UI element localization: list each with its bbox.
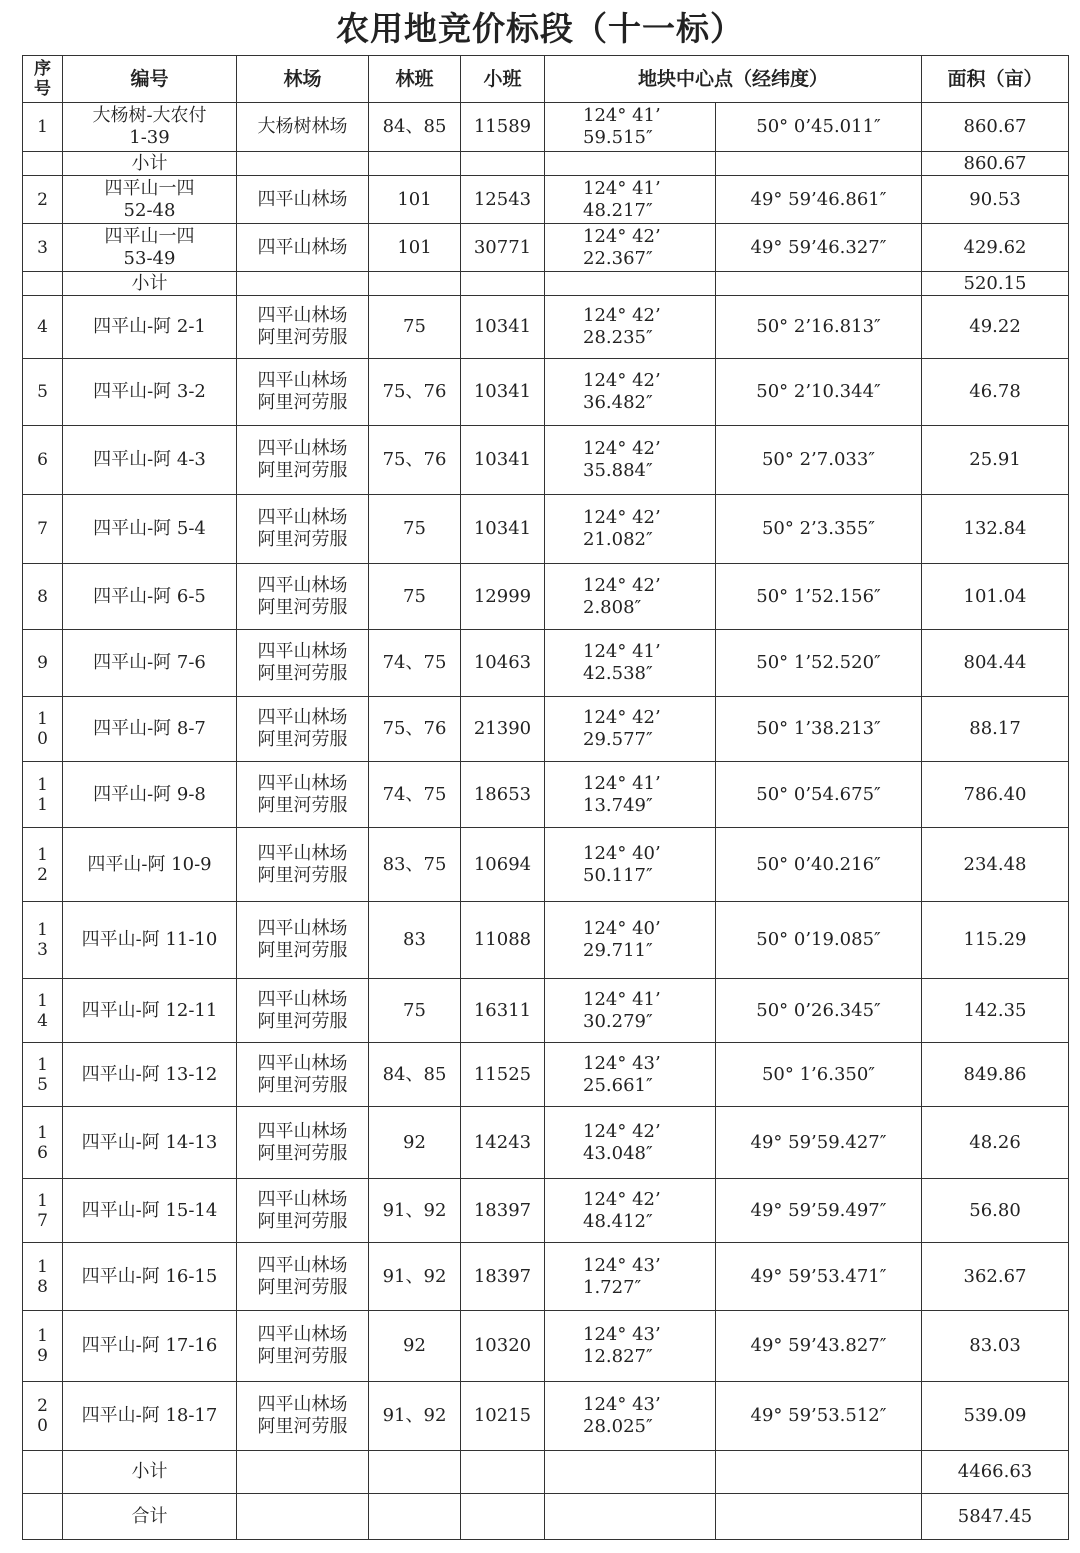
seq-cell: 1 1	[23, 762, 63, 828]
code-cell: 大杨树-大农付 1-39	[63, 103, 237, 152]
subtotal-area: 4466.63	[922, 1451, 1069, 1494]
empty-cell	[237, 152, 369, 176]
farm-cell: 四平山林场 阿里河劳服	[237, 296, 369, 359]
code-cell: 四平山-阿 15-14	[63, 1179, 237, 1243]
header-seq: 序 号	[23, 56, 63, 103]
code-cell: 四平山-阿 17-16	[63, 1311, 237, 1382]
empty-cell	[369, 1451, 461, 1494]
subtotal-row	[23, 152, 1069, 176]
code-cell: 四平山-阿 8-7	[63, 697, 237, 762]
table-row	[23, 697, 1069, 762]
code-cell: 四平山-阿 5-4	[63, 495, 237, 564]
compartment-cell: 75	[369, 979, 461, 1043]
seq-cell: 1 2	[23, 828, 63, 902]
latitude-cell: 49° 59’59.427″	[716, 1107, 922, 1179]
longitude-cell: 124° 42’ 35.884″	[545, 426, 716, 495]
latitude-cell: 50° 2’16.813″	[716, 296, 922, 359]
empty-cell	[545, 272, 716, 296]
header-subcompartment: 小班	[461, 56, 545, 103]
latitude-cell: 50° 1’38.213″	[716, 697, 922, 762]
empty-cell	[461, 272, 545, 296]
farm-cell: 四平山林场 阿里河劳服	[237, 564, 369, 630]
farm-cell: 四平山林场 阿里河劳服	[237, 359, 369, 426]
latitude-cell: 50° 1’6.350″	[716, 1043, 922, 1107]
latitude-cell: 49° 59’59.497″	[716, 1179, 922, 1243]
compartment-cell: 74、75	[369, 630, 461, 697]
seq-cell: 1 6	[23, 1107, 63, 1179]
latitude-cell: 50° 0’45.011″	[716, 103, 922, 152]
empty-cell	[545, 1494, 716, 1540]
area-cell: 804.44	[922, 630, 1069, 697]
empty-cell	[716, 272, 922, 296]
header-code: 编号	[63, 56, 237, 103]
longitude-cell: 124° 42’ 2.808″	[545, 564, 716, 630]
latitude-cell: 49° 59’43.827″	[716, 1311, 922, 1382]
subcompartment-cell: 11589	[461, 103, 545, 152]
subcompartment-cell: 10341	[461, 359, 545, 426]
area-cell: 88.17	[922, 697, 1069, 762]
subcompartment-cell: 21390	[461, 697, 545, 762]
latitude-cell: 50° 2’10.344″	[716, 359, 922, 426]
latitude-cell: 50° 0’40.216″	[716, 828, 922, 902]
farm-cell: 四平山林场 阿里河劳服	[237, 495, 369, 564]
subtotal-label: 小计	[63, 272, 237, 296]
farm-cell: 四平山林场 阿里河劳服	[237, 1107, 369, 1179]
empty-cell	[369, 152, 461, 176]
subcompartment-cell: 16311	[461, 979, 545, 1043]
seq-cell: 8	[23, 564, 63, 630]
table-row	[23, 359, 1069, 426]
area-cell: 90.53	[922, 176, 1069, 224]
subtotal-row	[23, 1494, 1069, 1540]
table-row	[23, 762, 1069, 828]
compartment-cell: 91、92	[369, 1179, 461, 1243]
area-cell: 539.09	[922, 1382, 1069, 1451]
area-cell: 83.03	[922, 1311, 1069, 1382]
empty-cell	[369, 1494, 461, 1540]
table-row	[23, 1382, 1069, 1451]
farm-cell: 四平山林场 阿里河劳服	[237, 1179, 369, 1243]
compartment-cell: 92	[369, 1107, 461, 1179]
area-cell: 429.62	[922, 224, 1069, 272]
seq-cell: 3	[23, 224, 63, 272]
farm-cell: 四平山林场	[237, 176, 369, 224]
empty-cell	[237, 1494, 369, 1540]
farm-cell: 四平山林场 阿里河劳服	[237, 697, 369, 762]
area-cell: 46.78	[922, 359, 1069, 426]
table-row	[23, 426, 1069, 495]
table-row	[23, 1043, 1069, 1107]
code-cell: 四平山一四 53-49	[63, 224, 237, 272]
compartment-cell: 75、76	[369, 359, 461, 426]
compartment-cell: 74、75	[369, 762, 461, 828]
seq-cell: 2	[23, 176, 63, 224]
empty-cell	[545, 152, 716, 176]
area-cell: 48.26	[922, 1107, 1069, 1179]
table-body	[23, 103, 1069, 1540]
table-row	[23, 495, 1069, 564]
subcompartment-cell: 12543	[461, 176, 545, 224]
seq-cell: 1 0	[23, 697, 63, 762]
latitude-cell: 49° 59’53.512″	[716, 1382, 922, 1451]
compartment-cell: 75	[369, 564, 461, 630]
empty-cell	[461, 152, 545, 176]
empty-cell	[461, 1451, 545, 1494]
longitude-cell: 124° 43’ 25.661″	[545, 1043, 716, 1107]
header-center-point: 地块中心点（经纬度）	[545, 56, 922, 103]
latitude-cell: 49° 59’53.471″	[716, 1243, 922, 1311]
table-row	[23, 296, 1069, 359]
farm-cell: 四平山林场	[237, 224, 369, 272]
empty-cell	[461, 1494, 545, 1540]
seq-cell: 9	[23, 630, 63, 697]
table-row	[23, 630, 1069, 697]
farm-cell: 四平山林场 阿里河劳服	[237, 630, 369, 697]
subtotal-label: 合计	[63, 1494, 237, 1540]
longitude-cell: 124° 41’ 48.217″	[545, 176, 716, 224]
subcompartment-cell: 12999	[461, 564, 545, 630]
seq-cell: 1	[23, 103, 63, 152]
compartment-cell: 84、85	[369, 1043, 461, 1107]
longitude-cell: 124° 42’ 28.235″	[545, 296, 716, 359]
latitude-cell: 50° 2’3.355″	[716, 495, 922, 564]
longitude-cell: 124° 42’ 43.048″	[545, 1107, 716, 1179]
longitude-cell: 124° 41’ 59.515″	[545, 103, 716, 152]
header-area: 面积（亩）	[922, 56, 1069, 103]
header-farm: 林场	[237, 56, 369, 103]
longitude-cell: 124° 41’ 42.538″	[545, 630, 716, 697]
subcompartment-cell: 10341	[461, 426, 545, 495]
bidding-table	[22, 55, 1069, 1540]
subtotal-row	[23, 272, 1069, 296]
table-row	[23, 103, 1069, 152]
empty-cell	[237, 1451, 369, 1494]
farm-cell: 四平山林场 阿里河劳服	[237, 1043, 369, 1107]
longitude-cell: 124° 43’ 12.827″	[545, 1311, 716, 1382]
empty-cell	[237, 272, 369, 296]
compartment-cell: 92	[369, 1311, 461, 1382]
longitude-cell: 124° 43’ 1.727″	[545, 1243, 716, 1311]
subcompartment-cell: 10320	[461, 1311, 545, 1382]
code-cell: 四平山一四 52-48	[63, 176, 237, 224]
subtotal-row	[23, 1451, 1069, 1494]
table-row	[23, 564, 1069, 630]
code-cell: 四平山-阿 16-15	[63, 1243, 237, 1311]
farm-cell: 四平山林场 阿里河劳服	[237, 1311, 369, 1382]
seq-cell: 1 7	[23, 1179, 63, 1243]
longitude-cell: 124° 43’ 28.025″	[545, 1382, 716, 1451]
latitude-cell: 50° 0’19.085″	[716, 902, 922, 979]
latitude-cell: 50° 2’7.033″	[716, 426, 922, 495]
subtotal-area: 860.67	[922, 152, 1069, 176]
compartment-cell: 101	[369, 176, 461, 224]
table-row	[23, 902, 1069, 979]
seq-cell	[23, 272, 63, 296]
seq-cell	[23, 1494, 63, 1540]
area-cell: 56.80	[922, 1179, 1069, 1243]
page-title: 农用地竞价标段（十一标）	[336, 9, 744, 48]
code-cell: 四平山-阿 12-11	[63, 979, 237, 1043]
latitude-cell: 50° 1’52.156″	[716, 564, 922, 630]
area-cell: 142.35	[922, 979, 1069, 1043]
longitude-cell: 124° 40’ 50.117″	[545, 828, 716, 902]
seq-cell	[23, 1451, 63, 1494]
empty-cell	[716, 152, 922, 176]
compartment-cell: 91、92	[369, 1382, 461, 1451]
subcompartment-cell: 11088	[461, 902, 545, 979]
seq-cell: 5	[23, 359, 63, 426]
header-row	[23, 56, 1069, 103]
code-cell: 四平山-阿 3-2	[63, 359, 237, 426]
subcompartment-cell: 10694	[461, 828, 545, 902]
compartment-cell: 83	[369, 902, 461, 979]
code-cell: 四平山-阿 18-17	[63, 1382, 237, 1451]
subcompartment-cell: 10215	[461, 1382, 545, 1451]
seq-cell: 4	[23, 296, 63, 359]
subcompartment-cell: 10463	[461, 630, 545, 697]
compartment-cell: 75、76	[369, 426, 461, 495]
seq-cell	[23, 152, 63, 176]
seq-cell: 1 8	[23, 1243, 63, 1311]
code-cell: 四平山-阿 9-8	[63, 762, 237, 828]
code-cell: 四平山-阿 7-6	[63, 630, 237, 697]
header-compartment: 林班	[369, 56, 461, 103]
code-cell: 四平山-阿 2-1	[63, 296, 237, 359]
subcompartment-cell: 30771	[461, 224, 545, 272]
subtotal-area: 520.15	[922, 272, 1069, 296]
seq-cell: 1 3	[23, 902, 63, 979]
seq-cell: 6	[23, 426, 63, 495]
code-cell: 四平山-阿 6-5	[63, 564, 237, 630]
longitude-cell: 124° 42’ 21.082″	[545, 495, 716, 564]
seq-cell: 1 4	[23, 979, 63, 1043]
seq-cell: 2 0	[23, 1382, 63, 1451]
longitude-cell: 124° 40’ 29.711″	[545, 902, 716, 979]
compartment-cell: 75	[369, 495, 461, 564]
area-cell: 860.67	[922, 103, 1069, 152]
farm-cell: 四平山林场 阿里河劳服	[237, 979, 369, 1043]
area-cell: 234.48	[922, 828, 1069, 902]
empty-cell	[545, 1451, 716, 1494]
area-cell: 49.22	[922, 296, 1069, 359]
subcompartment-cell: 11525	[461, 1043, 545, 1107]
subcompartment-cell: 10341	[461, 495, 545, 564]
farm-cell: 四平山林场 阿里河劳服	[237, 762, 369, 828]
code-cell: 四平山-阿 10-9	[63, 828, 237, 902]
latitude-cell: 49° 59’46.861″	[716, 176, 922, 224]
farm-cell: 四平山林场 阿里河劳服	[237, 426, 369, 495]
area-cell: 849.86	[922, 1043, 1069, 1107]
subcompartment-cell: 10341	[461, 296, 545, 359]
table-row	[23, 176, 1069, 224]
farm-cell: 四平山林场 阿里河劳服	[237, 1243, 369, 1311]
subcompartment-cell: 18397	[461, 1179, 545, 1243]
table-row	[23, 224, 1069, 272]
area-cell: 25.91	[922, 426, 1069, 495]
empty-cell	[369, 272, 461, 296]
latitude-cell: 50° 0’54.675″	[716, 762, 922, 828]
farm-cell: 四平山林场 阿里河劳服	[237, 828, 369, 902]
farm-cell: 四平山林场 阿里河劳服	[237, 902, 369, 979]
empty-cell	[716, 1451, 922, 1494]
longitude-cell: 124° 42’ 29.577″	[545, 697, 716, 762]
longitude-cell: 124° 42’ 36.482″	[545, 359, 716, 426]
area-cell: 786.40	[922, 762, 1069, 828]
farm-cell: 大杨树林场	[237, 103, 369, 152]
latitude-cell: 50° 1’52.520″	[716, 630, 922, 697]
area-cell: 115.29	[922, 902, 1069, 979]
seq-cell: 7	[23, 495, 63, 564]
table-row	[23, 1311, 1069, 1382]
subcompartment-cell: 18397	[461, 1243, 545, 1311]
subtotal-label: 小计	[63, 1451, 237, 1494]
compartment-cell: 75、76	[369, 697, 461, 762]
compartment-cell: 83、75	[369, 828, 461, 902]
area-cell: 132.84	[922, 495, 1069, 564]
seq-cell: 1 5	[23, 1043, 63, 1107]
longitude-cell: 124° 41’ 30.279″	[545, 979, 716, 1043]
latitude-cell: 49° 59’46.327″	[716, 224, 922, 272]
area-cell: 101.04	[922, 564, 1069, 630]
code-cell: 四平山-阿 13-12	[63, 1043, 237, 1107]
empty-cell	[716, 1494, 922, 1540]
longitude-cell: 124° 41’ 13.749″	[545, 762, 716, 828]
longitude-cell: 124° 42’ 48.412″	[545, 1179, 716, 1243]
compartment-cell: 91、92	[369, 1243, 461, 1311]
subcompartment-cell: 14243	[461, 1107, 545, 1179]
farm-cell: 四平山林场 阿里河劳服	[237, 1382, 369, 1451]
subtotal-label: 小计	[63, 152, 237, 176]
table-row	[23, 1243, 1069, 1311]
area-cell: 362.67	[922, 1243, 1069, 1311]
table-row	[23, 979, 1069, 1043]
table-row	[23, 828, 1069, 902]
code-cell: 四平山-阿 11-10	[63, 902, 237, 979]
subtotal-area: 5847.45	[922, 1494, 1069, 1540]
compartment-cell: 101	[369, 224, 461, 272]
compartment-cell: 75	[369, 296, 461, 359]
longitude-cell: 124° 42’ 22.367″	[545, 224, 716, 272]
code-cell: 四平山-阿 14-13	[63, 1107, 237, 1179]
table-row	[23, 1107, 1069, 1179]
compartment-cell: 84、85	[369, 103, 461, 152]
seq-cell: 1 9	[23, 1311, 63, 1382]
latitude-cell: 50° 0’26.345″	[716, 979, 922, 1043]
subcompartment-cell: 18653	[461, 762, 545, 828]
table-row	[23, 1179, 1069, 1243]
code-cell: 四平山-阿 4-3	[63, 426, 237, 495]
